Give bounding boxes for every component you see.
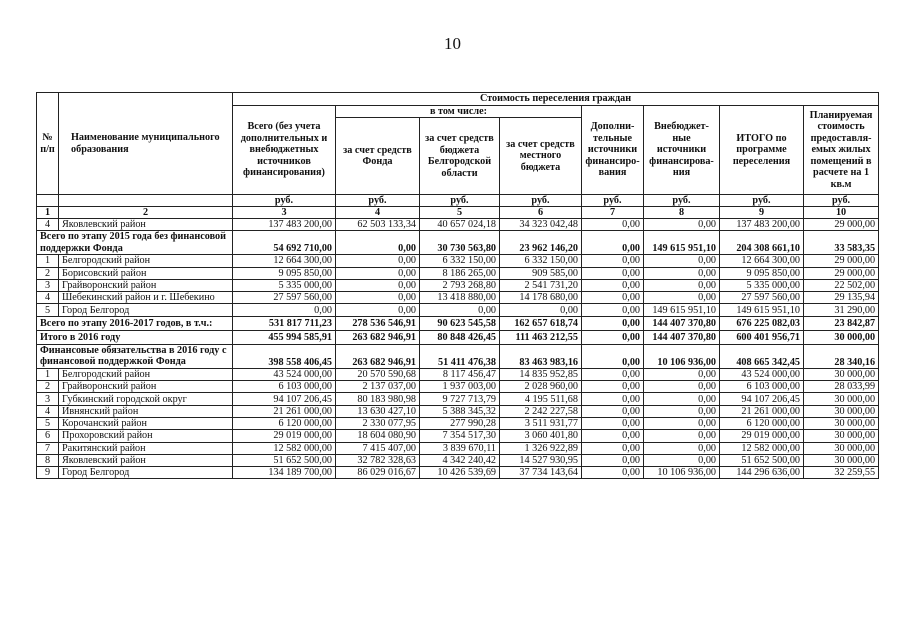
row-value: 278 536 546,91 <box>336 316 420 330</box>
row-value: 80 183 980,98 <box>336 393 420 405</box>
row-value: 0,00 <box>644 405 720 417</box>
row-value: 3 060 401,80 <box>500 430 582 442</box>
row-value: 9 095 850,00 <box>720 267 804 279</box>
table-row <box>37 417 879 429</box>
row-value: 29 019 000,00 <box>720 430 804 442</box>
row-value: 1 326 922,89 <box>500 442 582 454</box>
row-value: 144 407 370,80 <box>644 316 720 330</box>
row-value: 29 135,94 <box>804 292 879 304</box>
row-value: 2 330 077,95 <box>336 417 420 429</box>
row-name: Шебекинский район и г. Шебекино <box>59 292 233 304</box>
column-numbers-row <box>37 207 879 219</box>
row-name: Яковлевский район <box>59 219 233 231</box>
row-value: 0,00 <box>644 393 720 405</box>
row-value: 37 734 143,64 <box>500 467 582 479</box>
table-total-row <box>37 316 879 330</box>
row-value: 20 570 590,68 <box>336 368 420 380</box>
row-value: 0,00 <box>582 442 644 454</box>
col-number: 6 <box>500 207 582 219</box>
unit: руб. <box>720 195 804 207</box>
row-value: 6 120 000,00 <box>233 417 336 429</box>
row-value: 0,00 <box>582 231 644 255</box>
row-value: 12 582 000,00 <box>233 442 336 454</box>
header-planned: Планируемая стоимость предоставля-емых жилых помещений в расчете на 1 кв.м <box>804 105 879 195</box>
row-value: 40 657 024,18 <box>420 219 500 231</box>
row-value: 1 937 003,00 <box>420 381 500 393</box>
row-name: Прохоровский район <box>59 430 233 442</box>
row-value: 0,00 <box>644 417 720 429</box>
row-value: 30 000,00 <box>804 330 879 344</box>
row-value: 6 103 000,00 <box>233 381 336 393</box>
row-value: 29 019 000,00 <box>233 430 336 442</box>
total-row-name: Всего по этапу 2015 года без финансовой поддержки Фонда <box>37 231 233 255</box>
header-total-no-extra: Всего (без учета дополнительных и внебюджетных источников финансирования) <box>233 105 336 195</box>
row-value: 0,00 <box>644 255 720 267</box>
col-number: 9 <box>720 207 804 219</box>
row-value: 0,00 <box>644 267 720 279</box>
row-value: 28 033,99 <box>804 381 879 393</box>
row-value: 13 630 427,10 <box>336 405 420 417</box>
row-value: 83 463 983,16 <box>500 344 582 368</box>
row-value: 909 585,00 <box>500 267 582 279</box>
row-number: 3 <box>37 393 59 405</box>
row-value: 137 483 200,00 <box>720 219 804 231</box>
row-name: Ракитянский район <box>59 442 233 454</box>
row-value: 30 000,00 <box>804 405 879 417</box>
row-number: 6 <box>37 430 59 442</box>
row-value: 30 730 563,80 <box>420 231 500 255</box>
row-value: 14 527 930,95 <box>500 454 582 466</box>
row-name: Яковлевский район <box>59 454 233 466</box>
row-value: 0,00 <box>644 368 720 380</box>
row-value: 9 095 850,00 <box>233 267 336 279</box>
col-number: 8 <box>644 207 720 219</box>
row-name: Грайворонский район <box>59 381 233 393</box>
row-value: 28 340,16 <box>804 344 879 368</box>
row-number: 5 <box>37 304 59 316</box>
row-value: 7 354 517,30 <box>420 430 500 442</box>
row-value: 455 994 585,91 <box>233 330 336 344</box>
unit: руб. <box>336 195 420 207</box>
row-name: Губкинский городской округ <box>59 393 233 405</box>
row-value: 8 186 265,00 <box>420 267 500 279</box>
row-value: 30 000,00 <box>804 430 879 442</box>
row-name: Грайворонский район <box>59 279 233 291</box>
row-value: 6 332 150,00 <box>420 255 500 267</box>
row-value: 0,00 <box>644 292 720 304</box>
row-value: 14 178 680,00 <box>500 292 582 304</box>
row-value: 2 242 227,58 <box>500 405 582 417</box>
row-number: 8 <box>37 454 59 466</box>
row-value: 0,00 <box>336 279 420 291</box>
row-value: 0,00 <box>644 279 720 291</box>
row-value: 6 120 000,00 <box>720 417 804 429</box>
units-row <box>37 195 879 207</box>
row-number: 1 <box>37 368 59 380</box>
row-value: 32 782 328,63 <box>336 454 420 466</box>
row-value: 531 817 711,23 <box>233 316 336 330</box>
row-value: 34 323 042,48 <box>500 219 582 231</box>
row-value: 30 000,00 <box>804 417 879 429</box>
row-value: 7 415 407,00 <box>336 442 420 454</box>
row-value: 13 418 880,00 <box>420 292 500 304</box>
row-value: 0,00 <box>582 279 644 291</box>
row-value: 2 028 960,00 <box>500 381 582 393</box>
row-value: 0,00 <box>233 304 336 316</box>
table-row <box>37 368 879 380</box>
row-value: 51 652 500,00 <box>720 454 804 466</box>
row-value: 31 290,00 <box>804 304 879 316</box>
row-value: 144 296 636,00 <box>720 467 804 479</box>
row-value: 3 511 931,77 <box>500 417 582 429</box>
row-value: 0,00 <box>582 255 644 267</box>
row-value: 94 107 206,45 <box>233 393 336 405</box>
header-name: Наименование муниципального образования <box>59 93 233 195</box>
row-number: 4 <box>37 219 59 231</box>
table-total-row <box>37 344 879 368</box>
row-value: 29 000,00 <box>804 267 879 279</box>
row-value: 51 411 476,38 <box>420 344 500 368</box>
row-value: 30 000,00 <box>804 368 879 380</box>
row-value: 21 261 000,00 <box>233 405 336 417</box>
row-value: 30 000,00 <box>804 393 879 405</box>
row-value: 12 582 000,00 <box>720 442 804 454</box>
row-value: 2 793 268,80 <box>420 279 500 291</box>
row-value: 277 990,28 <box>420 417 500 429</box>
col-number: 5 <box>420 207 500 219</box>
row-value: 149 615 951,10 <box>644 231 720 255</box>
row-value: 3 839 670,11 <box>420 442 500 454</box>
table-row <box>37 255 879 267</box>
row-number: 4 <box>37 405 59 417</box>
row-value: 43 524 000,00 <box>233 368 336 380</box>
row-value: 0,00 <box>582 381 644 393</box>
table-row <box>37 219 879 231</box>
row-name: Корочанский район <box>59 417 233 429</box>
unit: руб. <box>233 195 336 207</box>
row-value: 111 463 212,55 <box>500 330 582 344</box>
row-value: 5 388 345,32 <box>420 405 500 417</box>
row-value: 43 524 000,00 <box>720 368 804 380</box>
table-row <box>37 442 879 454</box>
unit: руб. <box>804 195 879 207</box>
row-value: 263 682 946,91 <box>336 344 420 368</box>
row-value: 676 225 082,03 <box>720 316 804 330</box>
row-value: 408 665 342,45 <box>720 344 804 368</box>
row-value: 0,00 <box>582 344 644 368</box>
row-number: 2 <box>37 267 59 279</box>
row-value: 162 657 618,74 <box>500 316 582 330</box>
row-value: 2 541 731,20 <box>500 279 582 291</box>
unit: руб. <box>644 195 720 207</box>
row-value: 0,00 <box>582 219 644 231</box>
total-row-name: Финансовые обязательства в 2016 году с финансовой поддержкой Фонда <box>37 344 233 368</box>
row-value: 0,00 <box>644 381 720 393</box>
row-name: Город Белгород <box>59 304 233 316</box>
row-value: 0,00 <box>582 454 644 466</box>
row-value: 22 502,00 <box>804 279 879 291</box>
unit: руб. <box>582 195 644 207</box>
row-value: 600 401 956,71 <box>720 330 804 344</box>
row-value: 30 000,00 <box>804 442 879 454</box>
row-value: 54 692 710,00 <box>233 231 336 255</box>
row-value: 137 483 200,00 <box>233 219 336 231</box>
row-number: 9 <box>37 467 59 479</box>
row-name: Город Белгород <box>59 467 233 479</box>
row-value: 27 597 560,00 <box>720 292 804 304</box>
header-incl: в том числе: <box>336 105 582 118</box>
row-value: 0,00 <box>582 316 644 330</box>
row-value: 14 835 952,85 <box>500 368 582 380</box>
row-value: 10 426 539,69 <box>420 467 500 479</box>
row-number: 5 <box>37 417 59 429</box>
row-value: 62 503 133,34 <box>336 219 420 231</box>
row-value: 5 335 000,00 <box>233 279 336 291</box>
col-number: 10 <box>804 207 879 219</box>
row-value: 0,00 <box>582 292 644 304</box>
table-total-row <box>37 330 879 344</box>
table-row <box>37 267 879 279</box>
row-value: 6 103 000,00 <box>720 381 804 393</box>
row-value: 80 848 426,45 <box>420 330 500 344</box>
row-value: 204 308 661,10 <box>720 231 804 255</box>
col-number: 1 <box>37 207 59 219</box>
row-value: 0,00 <box>336 231 420 255</box>
row-value: 90 623 545,58 <box>420 316 500 330</box>
header-local: за счет средств местного бюджета <box>500 118 582 195</box>
row-value: 6 332 150,00 <box>500 255 582 267</box>
table-row <box>37 405 879 417</box>
row-value: 4 195 511,68 <box>500 393 582 405</box>
row-value: 0,00 <box>644 454 720 466</box>
row-value: 0,00 <box>644 219 720 231</box>
col-number: 7 <box>582 207 644 219</box>
row-value: 0,00 <box>500 304 582 316</box>
header-num: № п/п <box>37 93 59 195</box>
header-region: за счет средств бюджета Белгородской области <box>420 118 500 195</box>
table-row <box>37 467 879 479</box>
row-value: 0,00 <box>336 304 420 316</box>
row-number: 3 <box>37 279 59 291</box>
row-value: 10 106 936,00 <box>644 467 720 479</box>
header-fund: за счет средств Фонда <box>336 118 420 195</box>
row-value: 0,00 <box>582 393 644 405</box>
header-cost-group: Стоимость переселения граждан <box>233 93 879 106</box>
col-number: 3 <box>233 207 336 219</box>
row-value: 23 962 146,20 <box>500 231 582 255</box>
col-number: 4 <box>336 207 420 219</box>
row-value: 18 604 080,90 <box>336 430 420 442</box>
header-extrabudget: Внебюджет-ные источники финансирова-ния <box>644 105 720 195</box>
row-value: 0,00 <box>336 255 420 267</box>
unit: руб. <box>500 195 582 207</box>
header-itogo: ИТОГО по программе переселения <box>720 105 804 195</box>
row-value: 0,00 <box>336 292 420 304</box>
row-value: 33 583,35 <box>804 231 879 255</box>
page-number: 10 <box>444 34 461 53</box>
row-value: 51 652 500,00 <box>233 454 336 466</box>
row-name: Борисовский район <box>59 267 233 279</box>
row-value: 12 664 300,00 <box>720 255 804 267</box>
row-name: Ивнянский район <box>59 405 233 417</box>
table-row <box>37 279 879 291</box>
row-name: Белгородский район <box>59 368 233 380</box>
row-value: 30 000,00 <box>804 454 879 466</box>
row-name: Белгородский район <box>59 255 233 267</box>
header-additional: Дополни-тельные источники финансиро-вания <box>582 105 644 195</box>
row-number: 4 <box>37 292 59 304</box>
row-value: 5 335 000,00 <box>720 279 804 291</box>
row-number: 7 <box>37 442 59 454</box>
row-value: 2 137 037,00 <box>336 381 420 393</box>
resettlement-cost-table <box>36 92 879 479</box>
table-row <box>37 381 879 393</box>
row-value: 144 407 370,80 <box>644 330 720 344</box>
unit: руб. <box>420 195 500 207</box>
row-value: 0,00 <box>582 405 644 417</box>
row-value: 0,00 <box>644 430 720 442</box>
total-row-name: Итого в 2016 году <box>37 330 233 344</box>
row-value: 0,00 <box>582 467 644 479</box>
table-total-row <box>37 231 879 255</box>
table-row <box>37 393 879 405</box>
row-value: 94 107 206,45 <box>720 393 804 405</box>
row-value: 134 189 700,00 <box>233 467 336 479</box>
row-number: 1 <box>37 255 59 267</box>
row-value: 149 615 951,10 <box>644 304 720 316</box>
row-value: 29 000,00 <box>804 219 879 231</box>
total-row-name: Всего по этапу 2016-2017 годов, в т.ч.: <box>37 316 233 330</box>
row-value: 398 558 406,45 <box>233 344 336 368</box>
row-value: 12 664 300,00 <box>233 255 336 267</box>
row-value: 29 000,00 <box>804 255 879 267</box>
row-value: 0,00 <box>336 267 420 279</box>
row-value: 8 117 456,47 <box>420 368 500 380</box>
row-value: 0,00 <box>582 304 644 316</box>
row-value: 9 727 713,79 <box>420 393 500 405</box>
table-row <box>37 292 879 304</box>
row-value: 4 342 240,42 <box>420 454 500 466</box>
row-value: 10 106 936,00 <box>644 344 720 368</box>
row-value: 149 615 951,10 <box>720 304 804 316</box>
row-value: 27 597 560,00 <box>233 292 336 304</box>
row-value: 263 682 946,91 <box>336 330 420 344</box>
row-value: 0,00 <box>582 267 644 279</box>
row-value: 0,00 <box>582 417 644 429</box>
row-value: 0,00 <box>582 430 644 442</box>
row-value: 23 842,87 <box>804 316 879 330</box>
row-value: 86 029 016,67 <box>336 467 420 479</box>
row-value: 0,00 <box>582 330 644 344</box>
row-number: 2 <box>37 381 59 393</box>
col-number: 2 <box>59 207 233 219</box>
row-value: 21 261 000,00 <box>720 405 804 417</box>
row-value: 0,00 <box>582 368 644 380</box>
table-row <box>37 454 879 466</box>
table-row <box>37 304 879 316</box>
row-value: 0,00 <box>644 442 720 454</box>
table-row <box>37 430 879 442</box>
row-value: 0,00 <box>420 304 500 316</box>
row-value: 32 259,55 <box>804 467 879 479</box>
